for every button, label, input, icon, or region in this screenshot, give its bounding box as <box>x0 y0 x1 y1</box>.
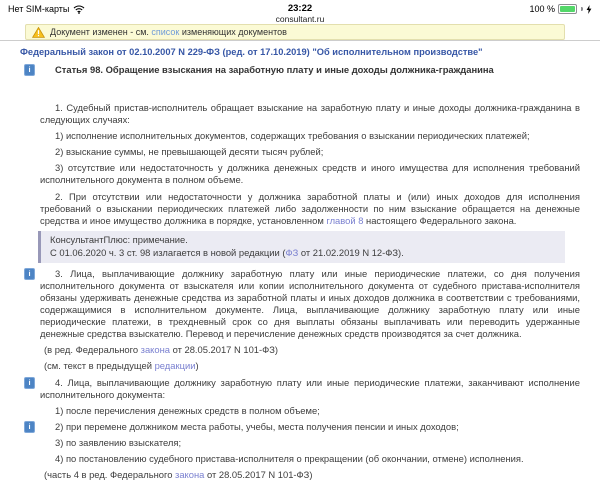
warning-icon <box>32 27 45 38</box>
note-body: С 01.06.2020 ч. 3 ст. 98 излагается в новой редакции (ФЗ от 21.02.2019 N 12-ФЗ). <box>50 246 404 258</box>
charging-bolt-icon <box>586 5 592 14</box>
document-title-link[interactable]: Федеральный закон от 02.10.2007 N 229-ФЗ (ред. от 17.10.2019) "Об исполнительном производстве" <box>20 47 483 57</box>
battery-percent: 100 % <box>529 4 555 14</box>
url-label: consultant.ru <box>275 14 325 24</box>
fz-link[interactable]: ФЗ <box>285 246 299 258</box>
list-item-1-2: 2) взыскание суммы, не превышающей десяти тысяч рублей; <box>55 146 324 157</box>
list-item-1-1: 1) исполнение исполнительных документов, содержащих требования о взыскании периодических платежей; <box>55 130 530 141</box>
battery-tip <box>581 7 583 11</box>
info-icon[interactable]: i <box>24 421 35 433</box>
status-bar <box>0 0 600 24</box>
list-item-4-1: 1) после перечисления денежных средств в полном объеме; <box>55 405 320 416</box>
edition-note-1: (в ред. Федерального закона от 28.05.2017 N 101-ФЗ) <box>44 344 279 355</box>
list-item-4-4: 4) по постановлению судебного пристава-исполнителя о прекращении (об окончании, отмене) исполнения. <box>55 453 524 464</box>
paragraph-4: i 4. Лица, выплачивающие должнику заработную плату или иные периодические платежи, заканчивают исполнение исполнительного документа: <box>40 377 580 401</box>
edition-note-2: (см. текст в предыдущей редакции) <box>44 360 199 371</box>
previous-edition-link[interactable]: редакции <box>154 360 196 371</box>
document-changed-banner <box>25 24 565 40</box>
law-link[interactable]: закона <box>175 469 205 480</box>
paragraph-3: i 3. Лица, выплачивающие должнику заработную плату или иные периодические платежи, со дня получения исполнительного документа от взыскателя или копии исполнительного документа от судебного пристава-исполнителя обязаны удерживать денежные средства из заработной платы и иных доходов должника в соответствии с требованиями, содержащимися в исполнительном документе. Лица, выплачивающие должнику заработную плату или иные периодические платежи, в трехдневный срок со дня выплаты обязаны выплачивать или переводить удержанные денежные средства взыскателю. Перевод и перечисление денежных средств производятся за счет должника. <box>40 268 580 340</box>
law-link[interactable]: закона <box>140 344 170 355</box>
article-heading: i Статья 98. Обращение взыскания на заработную плату и иные доходы должника-гражданина <box>40 64 580 76</box>
banner-text: Документ изменен - см. список изменяющих документов <box>50 27 287 37</box>
list-item-4-3: 3) по заявлению взыскателя; <box>55 437 182 448</box>
battery-icon <box>558 4 577 14</box>
chapter-8-link[interactable]: главой 8 <box>326 215 364 226</box>
carrier-label: Нет SIM-карты <box>8 4 70 14</box>
document-content <box>0 41 600 481</box>
status-right <box>529 4 592 14</box>
changing-documents-link[interactable]: список <box>151 27 180 37</box>
list-item-4-2: i 2) при перемене должником места работы, учебы, места получения пенсии и иных доходов; <box>40 421 580 433</box>
info-icon[interactable]: i <box>24 377 35 389</box>
paragraph-2: 2. При отсутствии или недостаточности у должника заработной платы и (или) иных доходов для исполнения требований о взыскании периодических платежей либо задолженности по ним взыскание обращается на денежные средства и иное имущество должника в порядке, установленном главой 8 настоящего Федерального закона. <box>40 191 580 226</box>
edition-note-3: (часть 4 в ред. Федерального закона от 28.05.2017 N 101-ФЗ) <box>44 469 313 480</box>
info-icon[interactable]: i <box>24 64 35 76</box>
consultant-note <box>38 231 565 263</box>
paragraph-1: 1. Судебный пристав-исполнитель обращает взыскание на заработную плату и иные доходы должника-гражданина в следующих случаях: <box>40 102 580 125</box>
clock: 23:22 <box>287 3 313 14</box>
list-item-1-3: 3) отсутствие или недостаточность у должника денежных средств и иного имущества для исполнения требований исполнительного документа в полном объеме. <box>40 162 580 185</box>
note-title: КонсультантПлюс: примечание. <box>50 234 188 245</box>
info-icon[interactable]: i <box>24 268 35 280</box>
